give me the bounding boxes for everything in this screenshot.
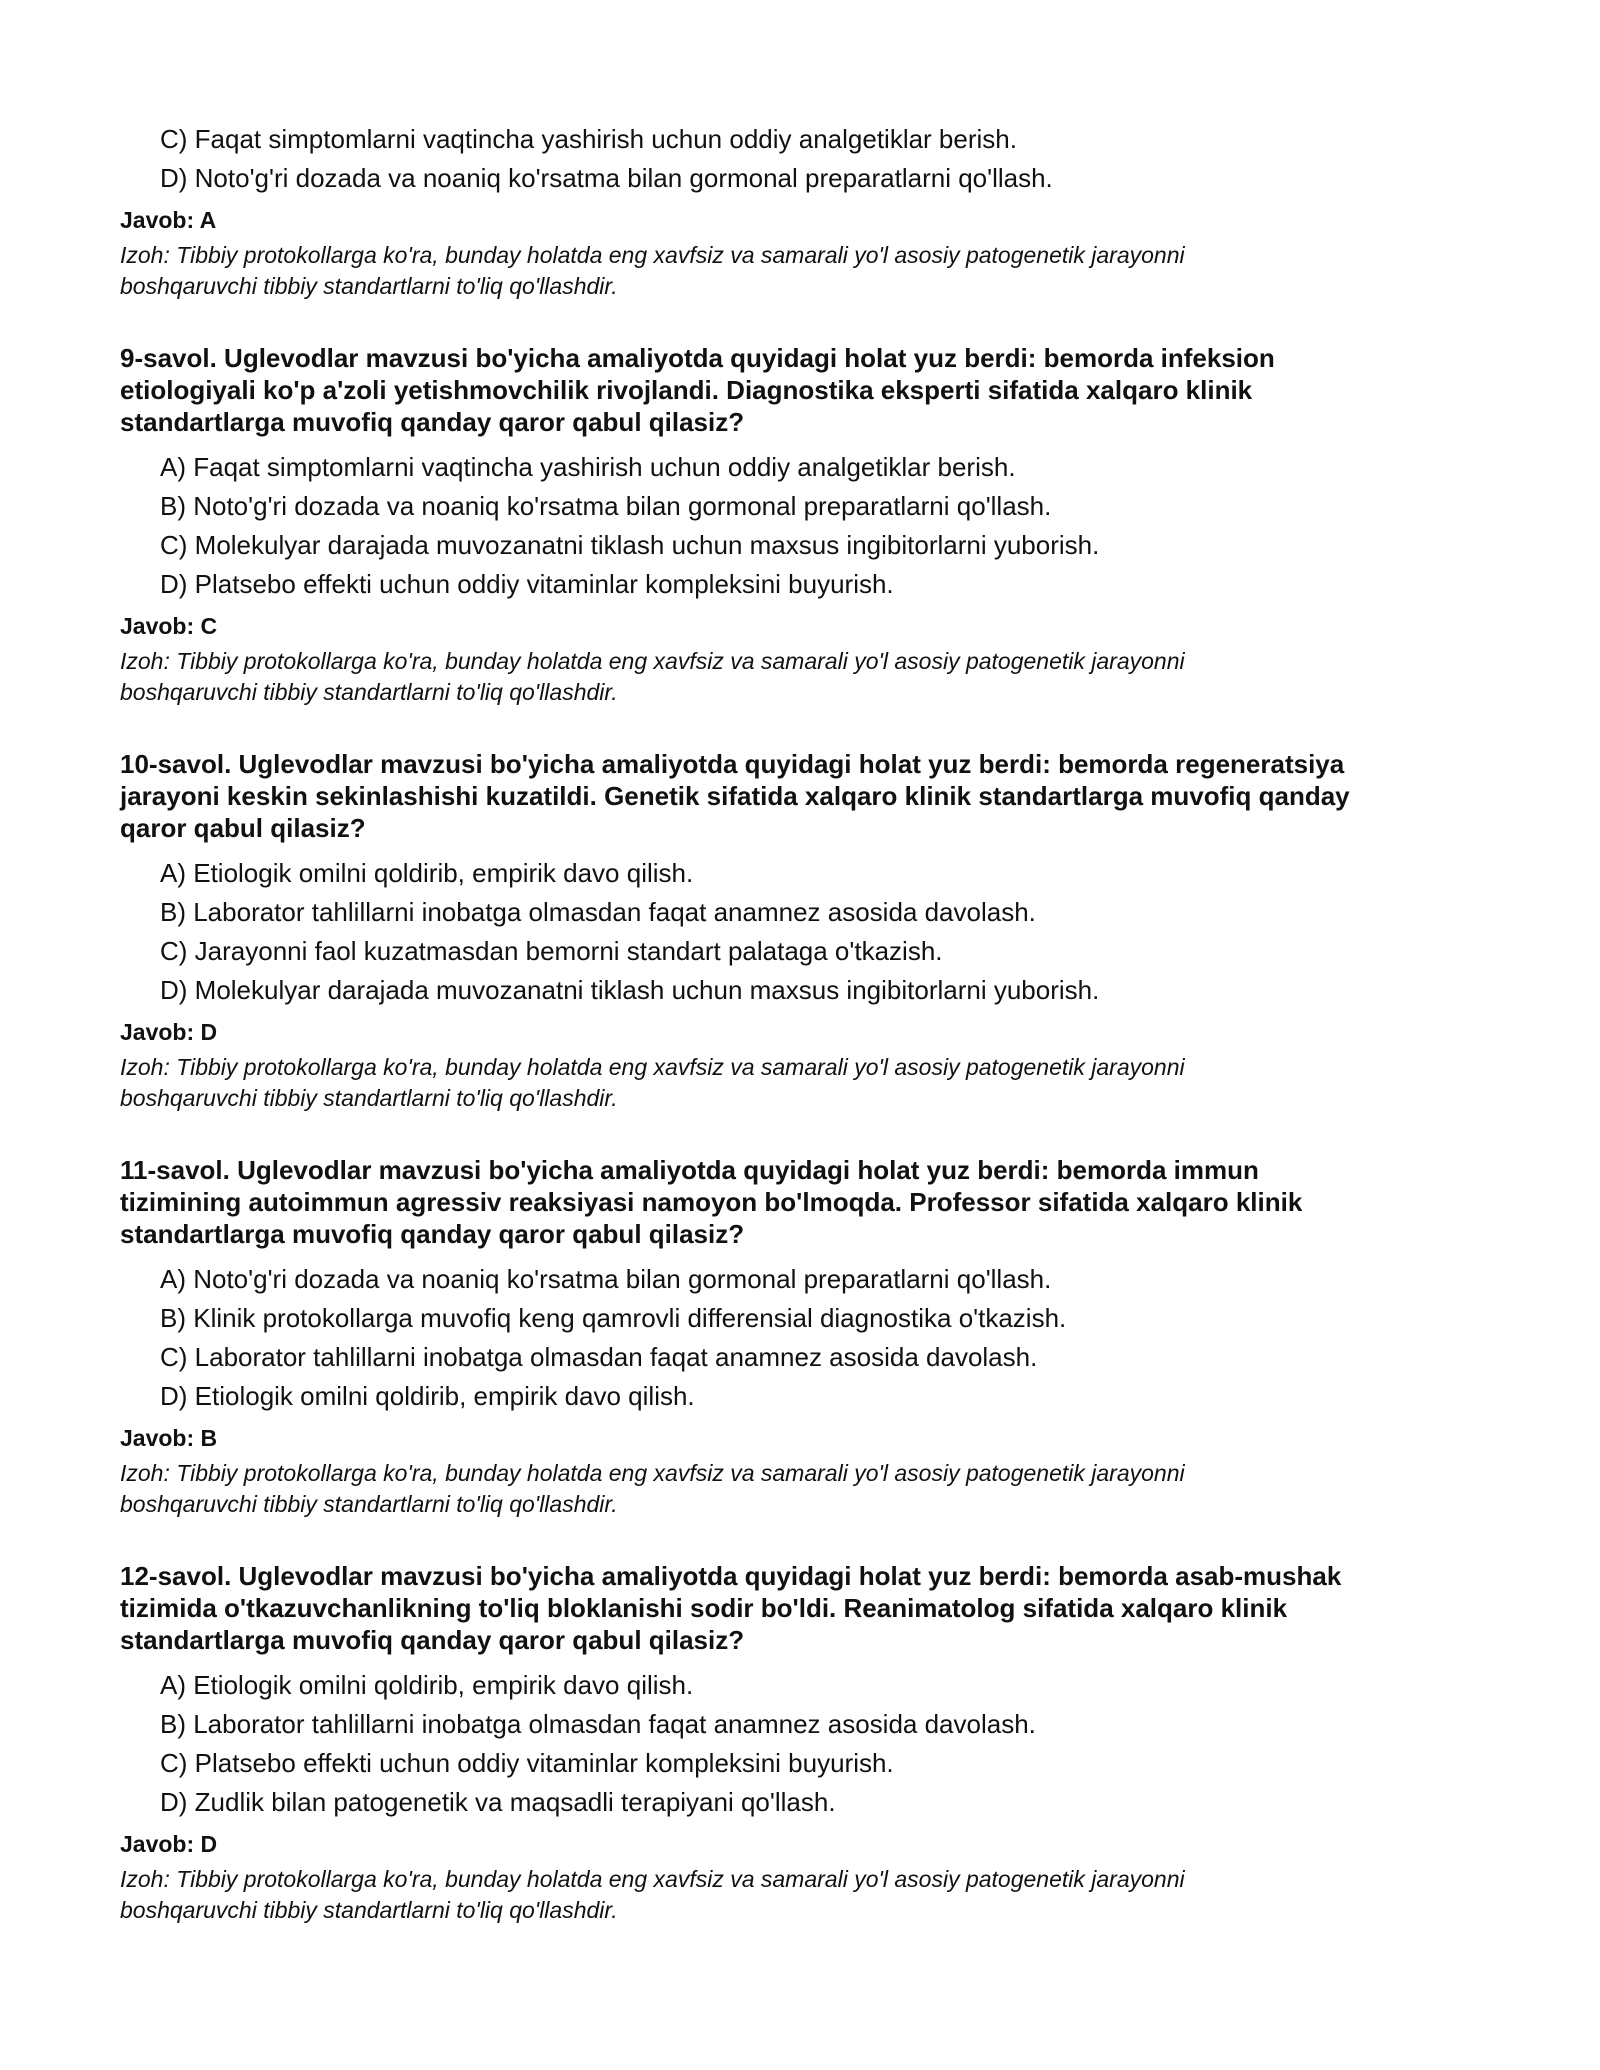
option-d: D) Etiologik omilni qoldirib, empirik davo qilish.: [160, 1381, 695, 1411]
note-line: boshqaruvchi tibbiy standartlarni to'liq qo'llashdir.: [120, 1491, 618, 1517]
document-page: [120, 120, 1500, 1926]
answer-label: Javob: C: [120, 613, 218, 639]
option-c: C) Laborator tahlillarni inobatga olmasdan faqat anamnez asosida davolash.: [160, 1342, 1038, 1372]
option-d: D) Noto'g'ri dozada va noaniq ko'rsatma bilan gormonal preparatlarni qo'llash.: [160, 163, 1053, 193]
explanation-note: [120, 1864, 1500, 1926]
question-line: 9-savol. Uglevodlar mavzusi bo'yicha amaliyotda quyidagi holat yuz berdi: bemorda infeksion: [120, 343, 1275, 373]
explanation-note: [120, 646, 1500, 708]
note-line: boshqaruvchi tibbiy standartlarni to'liq qo'llashdir.: [120, 1085, 618, 1111]
question-8-tail: [120, 120, 1500, 302]
option-c: C) Platsebo effekti uchun oddiy vitaminlar kompleksini buyurish.: [160, 1748, 894, 1778]
question-line: tizimining autoimmun agressiv reaksiyasi namoyon bo'lmoqda. Professor sifatida xalqaro klinik: [120, 1187, 1303, 1217]
question-line: 10-savol. Uglevodlar mavzusi bo'yicha amaliyotda quyidagi holat yuz berdi: bemorda regeneratsiya: [120, 749, 1345, 779]
answer-label: Javob: D: [120, 1831, 218, 1857]
question-title: [120, 1560, 1500, 1656]
option-a: A) Etiologik omilni qoldirib, empirik davo qilish.: [160, 858, 694, 888]
question-block-9: [120, 342, 1500, 708]
option-a: A) Etiologik omilni qoldirib, empirik davo qilish.: [160, 1670, 694, 1700]
question-line: standartlarga muvofiq qanday qaror qabul qilasiz?: [120, 407, 745, 437]
question-block-10: [120, 748, 1500, 1114]
option-c: C) Faqat simptomlarni vaqtincha yashirish uchun oddiy analgetiklar berish.: [160, 124, 1017, 154]
question-line: 11-savol. Uglevodlar mavzusi bo'yicha amaliyotda quyidagi holat yuz berdi: bemorda immun: [120, 1155, 1259, 1185]
question-line: qaror qabul qilasiz?: [120, 813, 366, 843]
note-line: boshqaruvchi tibbiy standartlarni to'liq qo'llashdir.: [120, 273, 618, 299]
note-line: boshqaruvchi tibbiy standartlarni to'liq qo'llashdir.: [120, 1897, 618, 1923]
option-b: B) Klinik protokollarga muvofiq keng qamrovli differensial diagnostika o'tkazish.: [160, 1303, 1067, 1333]
explanation-note: [120, 1052, 1500, 1114]
question-line: etiologiyali ko'p a'zoli yetishmovchilik rivojlandi. Diagnostika eksperti sifatida xalqaro klinik: [120, 375, 1253, 405]
option-d: D) Platsebo effekti uchun oddiy vitaminlar kompleksini buyurish.: [160, 569, 894, 599]
question-title: [120, 342, 1500, 438]
question-line: tizimida o'tkazuvchanlikning to'liq bloklanishi sodir bo'ldi. Reanimatolog sifatida xalqaro klinik: [120, 1593, 1288, 1623]
note-line: Izoh: Tibbiy protokollarga ko'ra, bunday holatda eng xavfsiz va samarali yo'l asosiy patogenetik jarayonni: [120, 242, 1185, 268]
note-line: boshqaruvchi tibbiy standartlarni to'liq qo'llashdir.: [120, 679, 618, 705]
question-title: [120, 748, 1500, 844]
answer-label: Javob: D: [120, 1019, 218, 1045]
option-a: A) Faqat simptomlarni vaqtincha yashirish uchun oddiy analgetiklar berish.: [160, 452, 1016, 482]
question-title: [120, 1154, 1500, 1250]
question-line: standartlarga muvofiq qanday qaror qabul qilasiz?: [120, 1625, 745, 1655]
option-a: A) Noto'g'ri dozada va noaniq ko'rsatma bilan gormonal preparatlarni qo'llash.: [160, 1264, 1052, 1294]
option-b: B) Laborator tahlillarni inobatga olmasdan faqat anamnez asosida davolash.: [160, 897, 1036, 927]
explanation-note: [120, 1458, 1500, 1520]
option-c: C) Jarayonni faol kuzatmasdan bemorni standart palataga o'tkazish.: [160, 936, 943, 966]
note-line: Izoh: Tibbiy protokollarga ko'ra, bunday holatda eng xavfsiz va samarali yo'l asosiy patogenetik jarayonni: [120, 1866, 1185, 1892]
question-block-12: [120, 1560, 1500, 1926]
explanation-note: [120, 240, 1500, 302]
note-line: Izoh: Tibbiy protokollarga ko'ra, bunday holatda eng xavfsiz va samarali yo'l asosiy patogenetik jarayonni: [120, 648, 1185, 674]
note-line: Izoh: Tibbiy protokollarga ko'ra, bunday holatda eng xavfsiz va samarali yo'l asosiy patogenetik jarayonni: [120, 1054, 1185, 1080]
question-line: 12-savol. Uglevodlar mavzusi bo'yicha amaliyotda quyidagi holat yuz berdi: bemorda asab-mushak: [120, 1561, 1342, 1591]
option-d: D) Zudlik bilan patogenetik va maqsadli terapiyani qo'llash.: [160, 1787, 836, 1817]
option-b: B) Laborator tahlillarni inobatga olmasdan faqat anamnez asosida davolash.: [160, 1709, 1036, 1739]
option-b: B) Noto'g'ri dozada va noaniq ko'rsatma bilan gormonal preparatlarni qo'llash.: [160, 491, 1052, 521]
note-line: Izoh: Tibbiy protokollarga ko'ra, bunday holatda eng xavfsiz va samarali yo'l asosiy patogenetik jarayonni: [120, 1460, 1185, 1486]
answer-label: Javob: A: [120, 207, 217, 233]
option-d: D) Molekulyar darajada muvozanatni tiklash uchun maxsus ingibitorlarni yuborish.: [160, 975, 1100, 1005]
question-line: standartlarga muvofiq qanday qaror qabul qilasiz?: [120, 1219, 745, 1249]
answer-label: Javob: B: [120, 1425, 218, 1451]
question-line: jarayoni keskin sekinlashishi kuzatildi. Genetik sifatida xalqaro klinik standartlarga muvofiq qanday: [120, 781, 1350, 811]
option-c: C) Molekulyar darajada muvozanatni tiklash uchun maxsus ingibitorlarni yuborish.: [160, 530, 1100, 560]
question-block-11: [120, 1154, 1500, 1520]
